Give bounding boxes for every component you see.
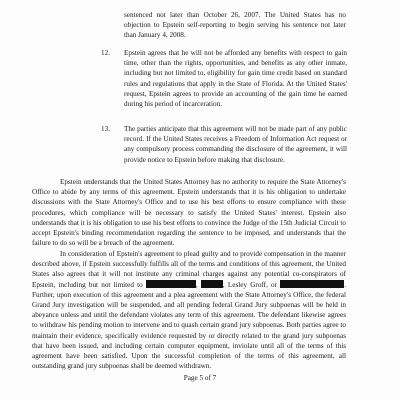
item-text: The parties anticipate that this agreement will not be made part of any public record. If the United States receives a Freedom of Information Act request or any compulsory process commanding the disclosure of the agreement, it will provide notice to Epstein before making that disclosure. bbox=[124, 125, 347, 164]
redaction-block bbox=[201, 280, 223, 288]
item-text: Epstein agrees that he will not be afforded any benefits with respect to gain time, other than the rights, opportunities, and benefits as any other inmate, including but not limited to, eligibility for gain time credit based on standard rules and regulations that apply in the State of Florida. At the United States' request, Epstein agrees to provide an accounting of the gain time he earned during his period of incarceration. bbox=[124, 49, 347, 109]
page-footer: Page 5 of 7 bbox=[183, 374, 217, 382]
item-number: 12. bbox=[101, 49, 110, 57]
paragraph-consideration-separator: , bbox=[195, 280, 198, 289]
intro-paragraph: sentenced not later than October 26, 2007. The United States has no objection to Epstein self-reporting to begin serving his sentence not later than January 4, 2008. bbox=[124, 11, 346, 40]
redaction-block bbox=[280, 280, 344, 288]
numbered-item-13 bbox=[101, 124, 347, 168]
paragraph-consideration-mid: , Lesley Groff, or bbox=[222, 280, 278, 289]
item-number: 13. bbox=[101, 125, 110, 133]
numbered-item-12 bbox=[101, 48, 347, 112]
redaction-block bbox=[146, 280, 196, 288]
paragraph-consideration-end: . Further, upon execution of this agreement and a plea agreement with the State Attorney's Office, the federal Grand Jury investigation will be suspended, and all pending federal Grand Jury subpoenas will be held in abeyance unless and until the defendant violates any term of this agreement. The defendant likewise agrees to withdraw his pending motion to intervene and to quash certain grand jury subpoenas. Both parties agree to maintain their evidence, specifically evidence requested by or directly related to the grand jury subpoenas that have been issued, and including certain computer equipment, inviolate until all of the terms of this agreement have been satisfied. Upon the successful completion of the terms of this agreement, all outstanding grand jury subpoenas shall be deemed withdrawn. bbox=[32, 280, 347, 371]
paragraph-authority: Epstein understands that the United States Attorney has no authority to require the State Attorney's Office to abide by any terms of this agreement. Epstein understands that it is his obligation to undertake discussions with the State Attorney's Office and to use his best efforts to ensure compliance with these procedures, which compliance will be necessary to satisfy the United States' interest. Epstein also understands that it is his obligation to use his best efforts to convince the Judge of the 15th Judicial Circuit to accept Epstein's binding recommendation regarding the sentence to be imposed, and understands that the failure to do so will be a breach of the agreement. bbox=[32, 178, 346, 248]
paragraph-consideration-start: In consideration of Epstein's agreement to plead guilty and to provide compensation in the manner described above, if Epstein successfully fulfills all of the terms and conditions of this agreement, the United States also agrees that it will not institute any criminal charges against any potential co-conspirators of Epstein, including but not limited to bbox=[32, 250, 346, 289]
paragraph-consideration bbox=[32, 249, 346, 371]
